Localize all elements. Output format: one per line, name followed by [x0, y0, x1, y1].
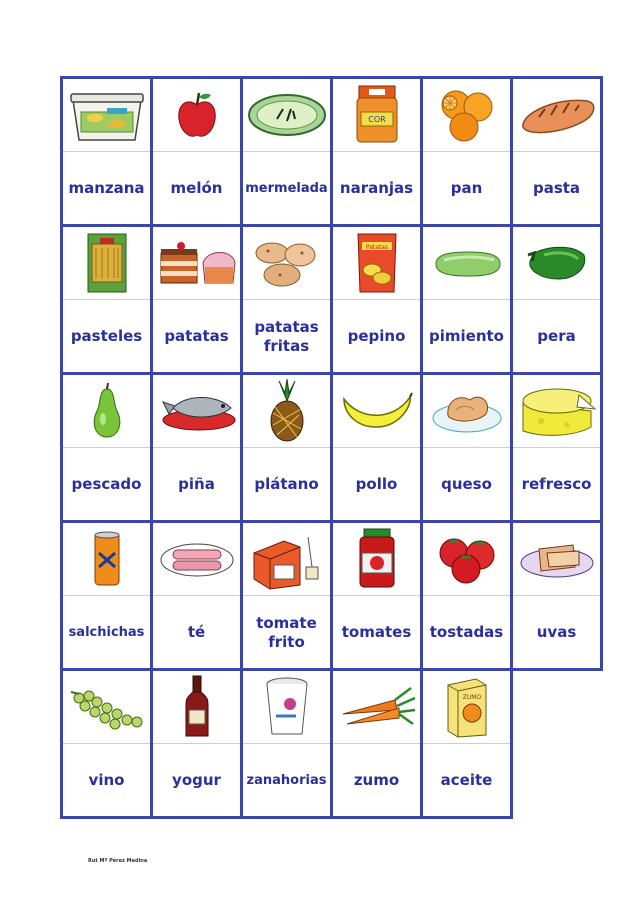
vocab-word	[423, 153, 510, 224]
vocab-word-text: salchichas	[68, 625, 145, 640]
vocab-card	[240, 668, 333, 819]
wine-bottle-icon	[153, 671, 240, 743]
grapes-icon	[63, 671, 150, 743]
jam-jar-icon	[333, 79, 420, 151]
banana-icon	[333, 375, 420, 447]
vocab-word-text: pollo	[355, 475, 398, 493]
vocab-word	[423, 301, 510, 372]
card-divider	[333, 743, 420, 744]
vocabulary-grid	[60, 76, 600, 815]
vocab-card	[330, 372, 423, 523]
card-divider	[63, 299, 150, 300]
vocab-card	[60, 372, 153, 523]
vocab-word	[63, 301, 150, 372]
card-divider	[153, 151, 240, 152]
tea-box-icon	[243, 523, 330, 595]
pineapple-icon	[243, 375, 330, 447]
vocab-card	[60, 224, 153, 375]
vocab-word-text: patatas fritas	[254, 317, 319, 355]
card-divider	[63, 743, 150, 744]
vocab-word-text: refresco	[521, 475, 592, 493]
vocab-card	[510, 76, 603, 227]
vocab-word	[513, 597, 600, 668]
vocab-word	[63, 745, 150, 816]
vocab-card	[420, 372, 513, 523]
card-divider	[153, 743, 240, 744]
card-divider	[63, 447, 150, 448]
vocab-word-text: pescado	[71, 475, 142, 493]
vocab-word-text: zumo	[353, 771, 400, 789]
vocab-card	[240, 224, 333, 375]
vocab-word-text: queso	[441, 475, 492, 493]
fish-plate-icon	[153, 375, 240, 447]
vocab-card	[330, 668, 423, 819]
card-divider	[423, 447, 510, 448]
vocab-word	[423, 745, 510, 816]
vocab-word-text: pera	[537, 327, 576, 345]
tomatoes-icon	[423, 523, 510, 595]
vocab-card	[150, 372, 243, 523]
vocab-word	[153, 449, 240, 520]
card-divider	[423, 151, 510, 152]
card-divider	[333, 299, 420, 300]
vocab-word	[63, 597, 150, 668]
card-divider	[423, 299, 510, 300]
vocab-word-text: plátano	[254, 475, 319, 493]
vocab-word	[423, 597, 510, 668]
vocab-card	[240, 372, 333, 523]
vocab-card	[150, 224, 243, 375]
card-divider	[243, 299, 330, 300]
vocab-word-text: uvas	[536, 623, 577, 641]
vocab-card	[330, 76, 423, 227]
vocab-word-text: patatas	[164, 327, 229, 345]
vocab-word	[63, 153, 150, 224]
vocab-word	[243, 301, 330, 372]
vocab-word-text: pepino	[347, 327, 406, 345]
vocab-word-text: pimiento	[429, 327, 504, 345]
vocab-card	[510, 224, 603, 375]
vocab-word	[513, 449, 600, 520]
svg-text:ZUMO: ZUMO	[462, 694, 481, 701]
vocab-card	[420, 668, 513, 819]
vocab-word	[153, 745, 240, 816]
vocab-word	[153, 301, 240, 372]
pasta-box-icon	[63, 227, 150, 299]
vocab-word	[333, 301, 420, 372]
vocab-word-text: pan	[450, 179, 483, 197]
vocab-card	[60, 668, 153, 819]
toast-plate-icon	[513, 523, 600, 595]
vocab-word-text: piña	[178, 475, 215, 493]
vocab-word	[243, 449, 330, 520]
vocab-card	[420, 76, 513, 227]
card-divider	[243, 595, 330, 596]
vocab-word-text: vino	[88, 771, 125, 789]
card-divider	[333, 447, 420, 448]
vocab-word	[153, 597, 240, 668]
sausages-icon	[153, 523, 240, 595]
vocab-word	[333, 449, 420, 520]
cucumber-icon	[423, 227, 510, 299]
pear-icon	[63, 375, 150, 447]
butter-tub-icon	[63, 79, 150, 151]
soda-can-icon	[63, 523, 150, 595]
vocab-word-text: tostadas	[429, 623, 504, 641]
chicken-plate-icon	[423, 375, 510, 447]
vocab-word	[63, 449, 150, 520]
card-divider	[423, 595, 510, 596]
card-divider	[333, 151, 420, 152]
vocab-card	[330, 224, 423, 375]
melon-icon	[243, 79, 330, 151]
vocab-word	[243, 745, 330, 816]
card-divider	[423, 743, 510, 744]
tomato-jar-icon	[333, 523, 420, 595]
apple-icon	[153, 79, 240, 151]
vocab-word	[153, 153, 240, 224]
vocab-word-text: tomates	[341, 623, 412, 641]
cakes-icon	[153, 227, 240, 299]
vocab-word	[243, 153, 330, 224]
vocab-card	[330, 520, 423, 671]
carrots-icon	[333, 671, 420, 743]
vocab-card	[60, 520, 153, 671]
card-divider	[333, 595, 420, 596]
svg-text:COR: COR	[367, 115, 386, 124]
vocab-card	[240, 76, 333, 227]
card-divider	[243, 151, 330, 152]
card-divider	[243, 447, 330, 448]
author-credit: Rut Mª Pérez Medina	[88, 858, 148, 864]
vocab-word	[243, 597, 330, 668]
vocab-word-text: tomate frito	[256, 613, 317, 651]
vocab-word	[333, 745, 420, 816]
vocab-word-text: pasteles	[70, 327, 143, 345]
potatoes-icon	[243, 227, 330, 299]
green-pepper-icon	[513, 227, 600, 299]
vocab-word	[333, 153, 420, 224]
vocab-card	[240, 520, 333, 671]
vocab-word-text: té	[187, 623, 206, 641]
vocab-word	[333, 597, 420, 668]
card-divider	[513, 299, 600, 300]
card-divider	[63, 151, 150, 152]
card-divider	[153, 299, 240, 300]
vocab-word	[423, 449, 510, 520]
vocab-word-text: naranjas	[339, 179, 414, 197]
card-divider	[513, 595, 600, 596]
vocab-card	[150, 668, 243, 819]
vocab-word-text: pasta	[532, 179, 581, 197]
card-divider	[513, 447, 600, 448]
juice-box-icon	[423, 671, 510, 743]
vocab-card	[510, 372, 603, 523]
vocab-card	[420, 520, 513, 671]
vocab-card	[150, 520, 243, 671]
yogurt-icon	[243, 671, 330, 743]
bread-icon	[513, 79, 600, 151]
vocab-card	[60, 76, 153, 227]
vocab-card	[510, 520, 603, 671]
chips-bag-icon	[333, 227, 420, 299]
vocab-word-text: melón	[170, 179, 223, 197]
vocab-word-text: mermelada	[245, 181, 328, 196]
card-divider	[243, 743, 330, 744]
vocab-card	[420, 224, 513, 375]
card-divider	[63, 595, 150, 596]
vocab-word	[513, 153, 600, 224]
oranges-icon	[423, 79, 510, 151]
vocab-word-text: yogur	[172, 771, 221, 789]
vocab-card	[150, 76, 243, 227]
vocab-word-text: aceite	[440, 771, 493, 789]
card-divider	[513, 151, 600, 152]
vocab-word-text: manzana	[68, 179, 145, 197]
vocab-word	[513, 301, 600, 372]
svg-text:Patatas: Patatas	[365, 244, 388, 251]
cheese-icon	[513, 375, 600, 447]
vocab-word-text: zanahorias	[246, 773, 327, 788]
card-divider	[153, 447, 240, 448]
card-divider	[153, 595, 240, 596]
